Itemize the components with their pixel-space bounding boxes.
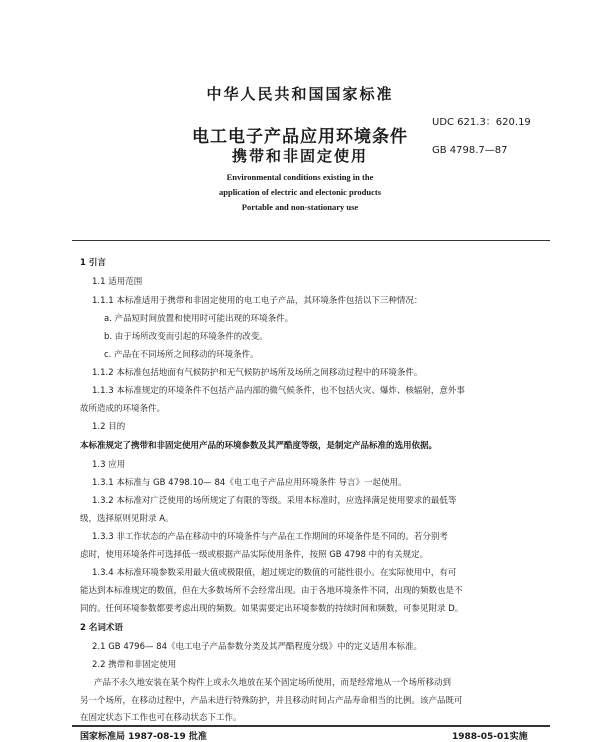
section-1-3-2-line2: 级，选择原则见附录 A。 [80, 514, 174, 524]
document-title: 电工电子产品应用环境条件 [192, 127, 408, 147]
section-1-3-4-line3: 同的。任何环境参数都要考虑出现的频数。如果需要定出环境参数的持续时间和频数，可参见附录 D。 [80, 604, 464, 614]
section-1-1-2: 1.1.2 本标准包括地面有气候防护和无气候防护场所及场所之间移动过程中的环境条件。 [92, 368, 423, 378]
effective-date: 1988-05-01实施 [452, 732, 528, 742]
english-title-line-2: application of electric and electonic products [218, 187, 382, 197]
section-1-2-text: 本标准规定了携带和非固定使用产品的环境参数及其严酷度等级，是制定产品标准的选用依据。 [80, 441, 438, 451]
section-1-3-1: 1.3.1 本标准与 GB 4798.10— 84《电工电子产品应用环境条件 导言》一起使用。 [92, 478, 407, 488]
item-a: a. 产品短时间放置和使用时可能出现的环境条件。 [104, 314, 294, 324]
section-2-2: 2.2 携带和非固定使用 [92, 660, 177, 670]
national-standard-heading: 中华人民共和国国家标准 [206, 85, 394, 103]
section-1-3-3-line2: 虑时，使用环境条件可选择低一级或根据产品实际使用条件，按照 GB 4798 中的有关规定。 [80, 550, 429, 560]
section-1-heading: 1 引言 [80, 258, 106, 268]
section-2-2-line1: 产品不永久地安装在某个构件上或永久地放在某个固定场所使用，而是经常地从一个场所移动到 [94, 678, 452, 688]
section-1-1-3-line1: 1.1.3 本标准规定的环境条件不包括产品内部的微气候条件，也不包括火灾、爆炸、核辐射，意外事 [92, 386, 465, 396]
approval-date: 国家标准局 1987-08-19 批准 [80, 732, 207, 742]
udc-code: UDC 621.3：620.19 [432, 117, 531, 128]
document-body [80, 0, 548, 742]
footer-divider [72, 725, 550, 727]
section-1-1: 1.1 适用范围 [92, 277, 143, 287]
section-1-3-4-line2: 能达到本标准规定的数值，但在大多数场所不会经常出现。由于各地环境条件不同，出现的频数也是不 [80, 586, 463, 596]
section-1-3-3-line1: 1.3.3 非工作状态的产品在移动中的环境条件与产品在工作期间的环境条件是不同的。若分别考 [92, 532, 448, 542]
section-2-2-line3: 在固定状态下工作也可在移动状态下工作。 [80, 713, 242, 723]
document-subtitle: 携带和非固定使用 [231, 147, 368, 165]
section-1-1-1: 1.1.1 本标准适用于携带和非固定使用的电工电子产品，其环境条件包括以下三种情况： [92, 296, 423, 306]
section-2-heading: 2 名词术语 [80, 623, 123, 633]
english-title-line-3: Portable and non-stationary use [241, 202, 359, 212]
section-1-3-2-line1: 1.3.2 本标准对广泛使用的场所规定了有限的等级。采用本标准时，应选择满足使用要求的最低等 [92, 496, 457, 506]
item-c: c. 产品在不同场所之间移动的环境条件。 [104, 350, 259, 360]
section-2-2-line2: 另一个场所，在移动过程中，产品未进行特殊防护，并且移动时间占产品寿命相当的比例。该产品既可 [80, 696, 463, 706]
section-1-3: 1.3 应用 [92, 460, 126, 470]
item-b: b. 由于场所改变而引起的环境条件的改变。 [104, 332, 268, 342]
gb-number: GB 4798.7—87 [432, 145, 508, 156]
section-1-2: 1.2 目的 [92, 422, 126, 432]
section-1-1-3-line2: 故所造成的环境条件。 [80, 404, 166, 414]
english-title-line-1: Environmental conditions existing in the [226, 172, 374, 182]
section-2-1: 2.1 GB 4796— 84《电工电子产品参数分类及其严酷程度分级》中的定义适用本标准。 [92, 642, 422, 652]
section-1-3-4-line1: 1.3.4 本标准环境参数采用最大值或极限值，超过规定的数值的可能性很小。在实际使用中，有可 [92, 568, 457, 578]
